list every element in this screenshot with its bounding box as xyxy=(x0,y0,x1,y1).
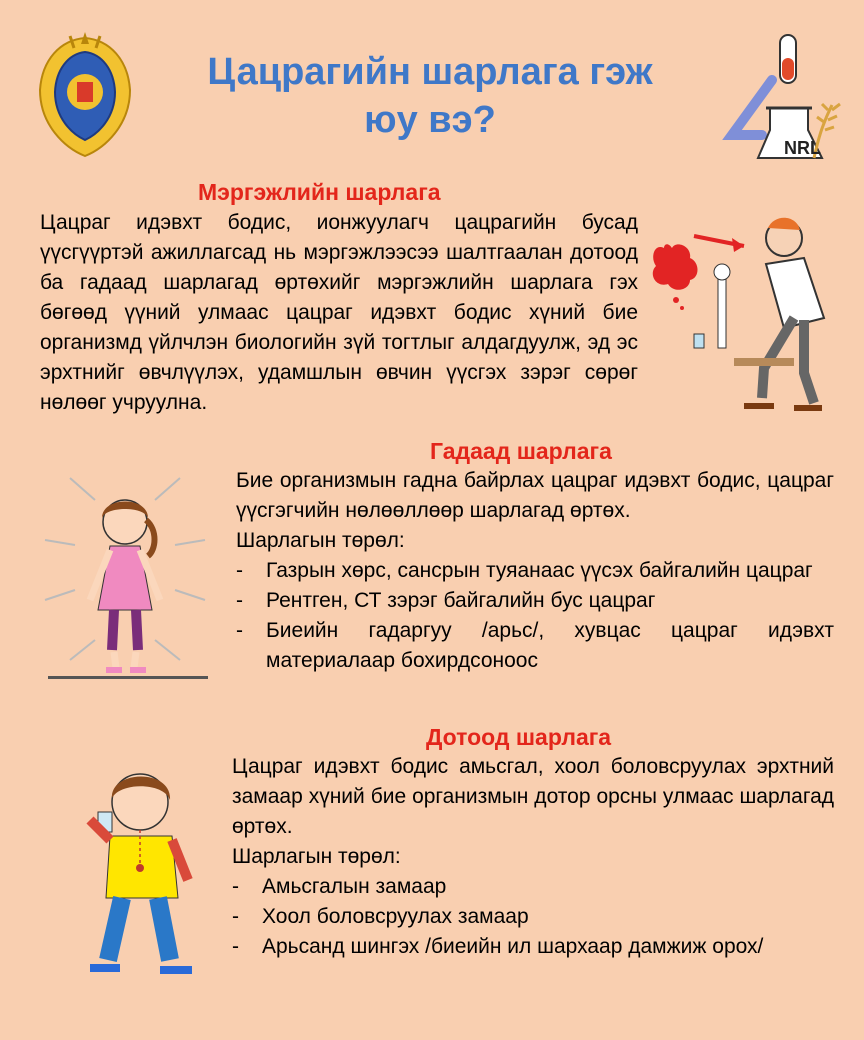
section3-heading: Дотоод шарлага xyxy=(426,724,612,750)
section1-heading: Мэргэжлийн шарлага xyxy=(198,179,441,205)
scientist-illustration xyxy=(644,208,854,418)
bullet-dash: - xyxy=(232,935,239,958)
section3-body xyxy=(232,752,834,962)
list-item-text: Газрын хөрс, сансрын туяанаас үүсэх байгалийн цацраг xyxy=(266,559,813,582)
title-line-1: Цацрагийн шарлага гэж xyxy=(207,51,653,93)
boy-illustration xyxy=(60,760,220,985)
bullet-dash: - xyxy=(232,875,239,898)
section2-heading: Гадаад шарлага xyxy=(430,438,612,464)
list-item xyxy=(236,556,834,586)
bullet-dash: - xyxy=(236,559,243,582)
section2-text: Бие организмын гадна байрлах цацраг идэвхт бодис, цацраг үүсгэгчийн нөлөөллөөр шарлагад өртөх. xyxy=(236,469,834,522)
section3-text: Цацраг идэвхт бодис амьсгал, хоол боловсруулах эрхтний замаар хүний бие организмын дотор орсны улмаас шарлагад өртөх. xyxy=(232,755,834,838)
nrl-logo xyxy=(722,30,852,165)
list-item xyxy=(232,872,834,902)
section2-types-label: Шарлагын төрөл: xyxy=(236,529,405,552)
list-item xyxy=(236,586,834,616)
list-item-text: Хоол боловсруулах замаар xyxy=(262,905,529,928)
list-item-text: Биеийн гадаргуу /арьс/, хувцас цацраг идэвхт материалаар бохирдсоноос xyxy=(266,619,834,672)
section3-types-label: Шарлагын төрөл: xyxy=(232,845,401,868)
bullet-dash: - xyxy=(232,905,239,928)
bullet-dash: - xyxy=(236,589,243,612)
list-item xyxy=(236,616,834,676)
page-title xyxy=(160,48,700,144)
list-item-text: Арьсанд шингэх /биеийн ил шархаар дамжиж орох/ xyxy=(262,935,764,958)
bullet-dash: - xyxy=(236,619,243,642)
title-line-2: юу вэ? xyxy=(364,99,496,141)
list-item xyxy=(232,932,834,962)
list-item-text: Рентген, СТ зэрэг байгалийн бус цацраг xyxy=(266,589,656,612)
section1-text: Цацраг идэвхт бодис, ионжуулагч цацрагийн бусад үүсгүүртэй ажиллагсад нь мэргэжлээсээ шалтгаалан дотоод ба гадаад шарлагад өртөхийг мэргэжлийн шарлага гэх бөгөөд үүний улмаас цацраг идэвхт бодис хүний бие организмд үйлчлэн биологийн зүй тогтлыг алдагдуулж, эд эс эрхтнийг өвчлүүлэх, удамшлын өвчин үүсгэх зэрэг сөрөг нөлөөг учруулна. xyxy=(40,211,638,414)
girl-illustration xyxy=(40,470,210,690)
emblem-logo xyxy=(30,30,140,160)
list-item xyxy=(232,902,834,932)
section2-body xyxy=(236,466,834,676)
nrl-logo-text: NRL xyxy=(784,138,821,158)
list-item-text: Амьсгалын замаар xyxy=(262,875,447,898)
